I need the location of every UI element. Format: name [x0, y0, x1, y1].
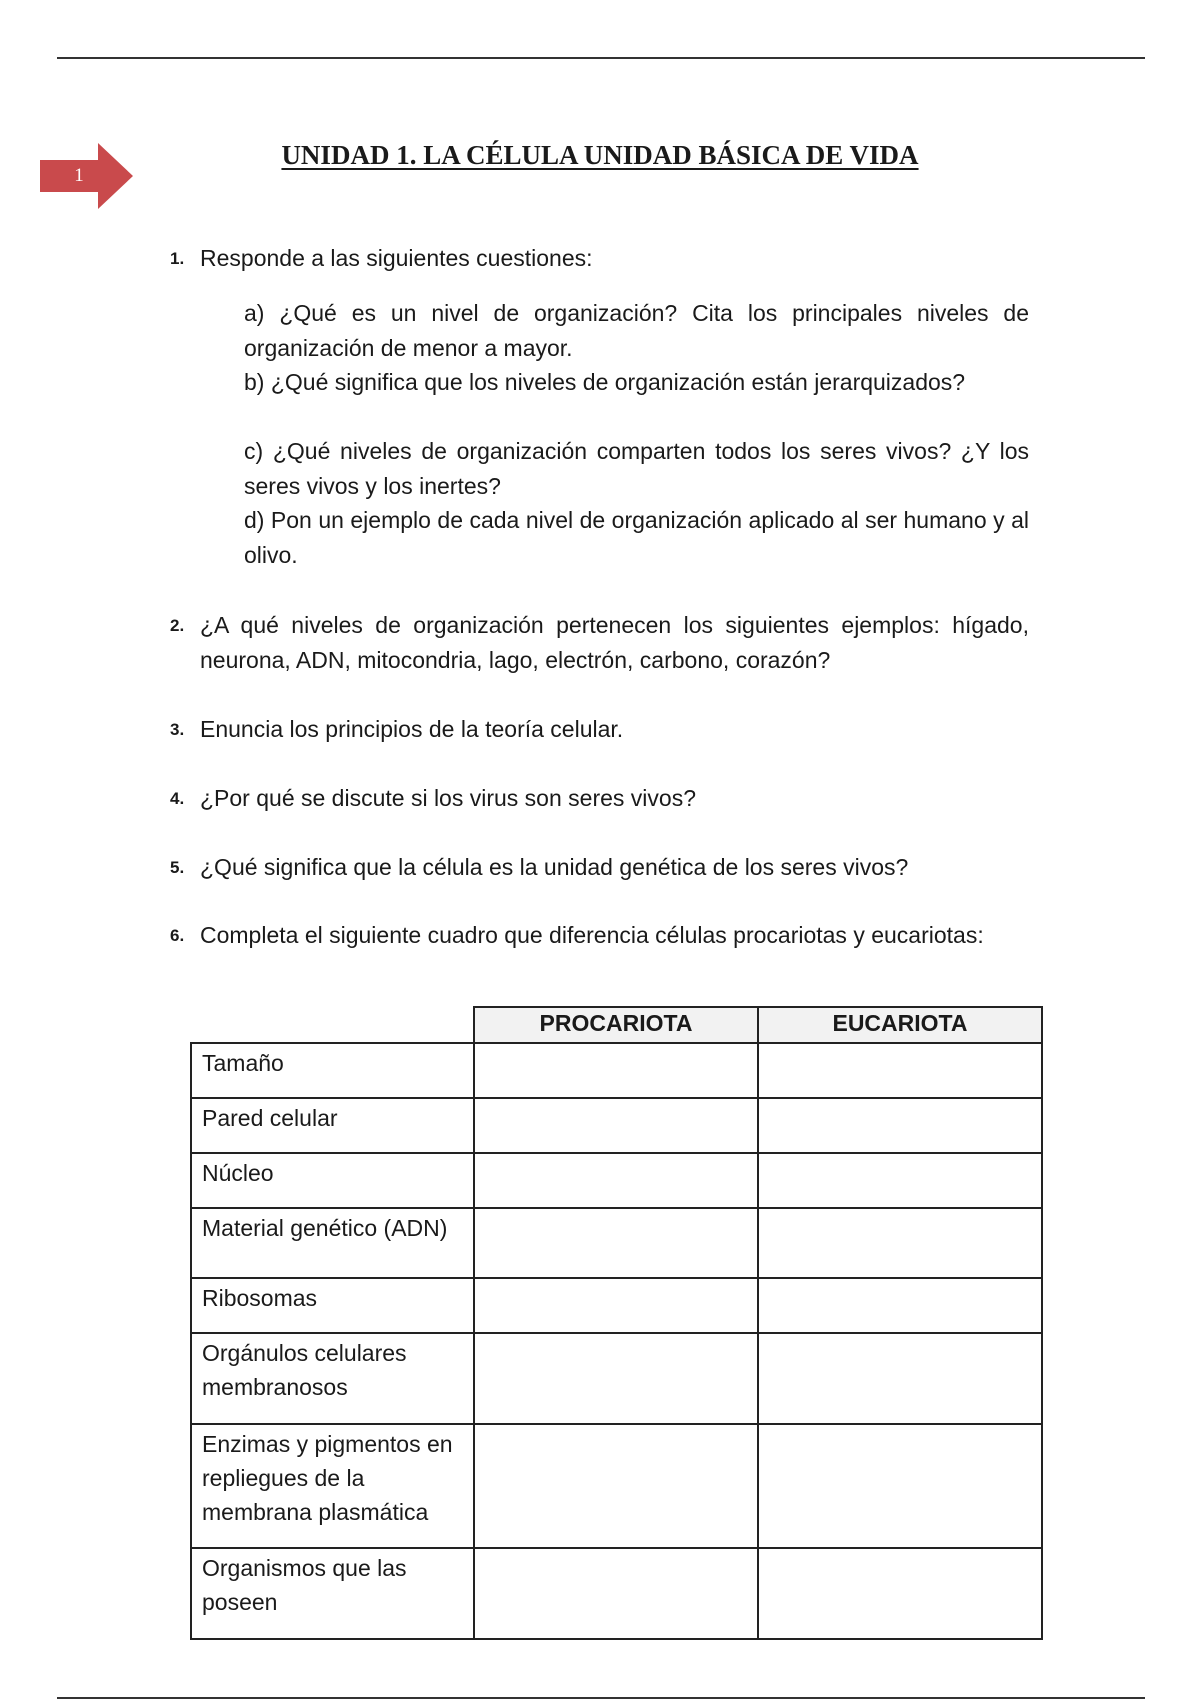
page-number: 1: [74, 165, 84, 186]
question-text: Completa el siguiente cuadro que diferencia células procariotas y eucariotas:: [200, 922, 984, 948]
question-2: [170, 608, 1029, 678]
header-procariota: PROCARIOTA: [474, 1007, 758, 1043]
procariota-cell[interactable]: [474, 1278, 758, 1333]
table-row: [191, 1333, 1042, 1424]
table-row: [191, 1098, 1042, 1153]
eucariota-cell[interactable]: [758, 1278, 1042, 1333]
row-label: Orgánulos celulares membranosos: [191, 1333, 474, 1424]
question-text: ¿A qué niveles de organización pertenecen los siguientes ejemplos: hígado, neurona, ADN, mitocondria, lago, electrón, carbono, corazón?: [200, 612, 1029, 673]
question-text: Enuncia los principios de la teoría celular.: [200, 716, 624, 742]
subquestion-c: c) ¿Qué niveles de organización comparten todos los seres vivos? ¿Y los seres vivos y los inertes?: [244, 438, 1029, 499]
row-label: Material genético (ADN): [191, 1208, 474, 1278]
table-row: [191, 1278, 1042, 1333]
row-label: Pared celular: [191, 1098, 474, 1153]
table-header-empty: [191, 1007, 474, 1043]
row-label: Tamaño: [191, 1043, 474, 1098]
table-row: [191, 1043, 1042, 1098]
comparison-table: [190, 1006, 1043, 1640]
question-number: 6.: [170, 926, 185, 945]
subquestion-a: a) ¿Qué es un nivel de organización? Cita los principales niveles de organización de menor a mayor.: [244, 300, 1029, 361]
question-3: [170, 712, 1029, 747]
procariota-cell[interactable]: [474, 1098, 758, 1153]
procariota-cell[interactable]: [474, 1333, 758, 1424]
question-text: Responde a las siguientes cuestiones:: [200, 245, 593, 271]
row-label: Enzimas y pigmentos en repliegues de la membrana plasmática: [191, 1424, 474, 1548]
table-row: [191, 1548, 1042, 1639]
procariota-cell[interactable]: [474, 1153, 758, 1208]
eucariota-cell[interactable]: [758, 1333, 1042, 1424]
question-5: [170, 850, 1029, 885]
row-label: Organismos que las poseen: [191, 1548, 474, 1639]
row-label: Núcleo: [191, 1153, 474, 1208]
procariota-cell[interactable]: [474, 1424, 758, 1548]
table-row: [191, 1153, 1042, 1208]
question-text: ¿Por qué se discute si los virus son seres vivos?: [200, 785, 696, 811]
eucariota-cell[interactable]: [758, 1098, 1042, 1153]
subquestion-b: b) ¿Qué significa que los niveles de organización están jerarquizados?: [244, 369, 966, 395]
eucariota-cell[interactable]: [758, 1548, 1042, 1639]
table-row: [191, 1424, 1042, 1548]
eucariota-cell[interactable]: [758, 1424, 1042, 1548]
question-text: ¿Qué significa que la célula es la unidad genética de los seres vivos?: [200, 854, 909, 880]
eucariota-cell[interactable]: [758, 1043, 1042, 1098]
table-row: [191, 1208, 1042, 1278]
row-label: Ribosomas: [191, 1278, 474, 1333]
page-marker: [40, 143, 133, 209]
question-number: 2.: [170, 616, 185, 635]
question-6: [170, 918, 1029, 953]
question-number: 4.: [170, 789, 185, 808]
procariota-cell[interactable]: [474, 1043, 758, 1098]
header-eucariota: EUCARIOTA: [758, 1007, 1042, 1043]
bottom-rule: [57, 1697, 1145, 1699]
subquestion-d: d) Pon un ejemplo de cada nivel de organización aplicado al ser humano y al olivo.: [244, 507, 1029, 568]
procariota-cell[interactable]: [474, 1208, 758, 1278]
question-number: 1.: [170, 249, 185, 268]
table-header-row: [191, 1007, 1042, 1043]
top-rule: [57, 57, 1145, 59]
eucariota-cell[interactable]: [758, 1208, 1042, 1278]
question-number: 3.: [170, 720, 185, 739]
procariota-cell[interactable]: [474, 1548, 758, 1639]
eucariota-cell[interactable]: [758, 1153, 1042, 1208]
question-number: 5.: [170, 858, 185, 877]
question-4: [170, 781, 1029, 816]
page-title: UNIDAD 1. LA CÉLULA UNIDAD BÁSICA DE VIDA: [281, 140, 919, 170]
question-1: [170, 241, 1029, 276]
